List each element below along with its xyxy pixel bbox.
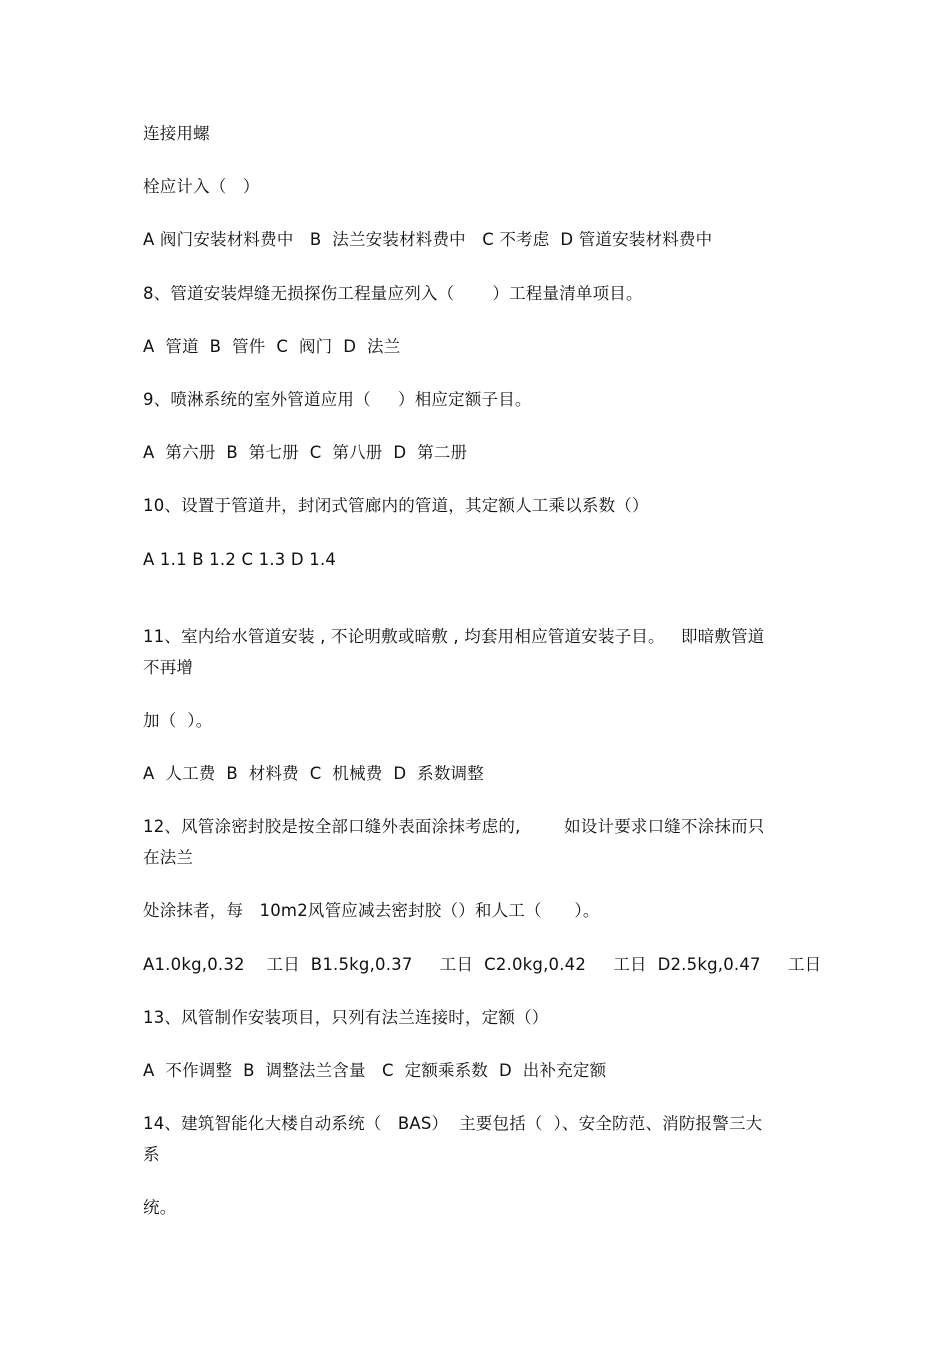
question-12-continued: 处涂抹者，每 10m2风管应减去密封胶（）和人工（ ）。	[143, 901, 600, 920]
text-line: 栓应计入（ ）	[143, 177, 260, 196]
question-9: 9、喷淋系统的室外管道应用（ ）相应定额子目。	[143, 390, 532, 409]
question-11-options: A 人工费 B 材料费 C 机械费 D 系数调整	[143, 764, 484, 783]
question-8-options: A 管道 B 管件 C 阀门 D 法兰	[143, 337, 401, 356]
question-11-continued: 不再增	[143, 658, 194, 677]
question-12-continued: 在法兰	[143, 848, 194, 867]
question-11: 11、室内给水管道安装 , 不论明敷或暗敷 , 均套用相应管道安装子目。 即暗敷管道	[143, 627, 765, 646]
question-10: 10、设置于管道井，封闭式管廊内的管道，其定额人工乘以系数（）	[143, 496, 649, 515]
question-14-continued: 系	[143, 1145, 160, 1164]
question-11-continued: 加（ ）。	[143, 711, 213, 730]
question-14-continued: 统。	[143, 1198, 177, 1217]
question-10-options: A 1.1 B 1.2 C 1.3 D 1.4	[143, 550, 337, 569]
question-13: 13、风管制作安装项目，只列有法兰连接时，定额（）	[143, 1008, 549, 1027]
question-13-options: A 不作调整 B 调整法兰含量 C 定额乘系数 D 出补充定额	[143, 1061, 607, 1080]
question-9-options: A 第六册 B 第七册 C 第八册 D 第二册	[143, 443, 468, 462]
question-7-options: A 阀门安装材料费中 B 法兰安装材料费中 C 不考虑 D 管道安装材料费中	[143, 230, 713, 249]
question-14: 14、建筑智能化大楼自动系统（ BAS） 主要包括（ ）、安全防范、消防报警三大	[143, 1114, 763, 1133]
question-12-options: A1.0kg,0.32 工日 B1.5kg,0.37 工日 C2.0kg,0.42 工日 D2.5kg,0.47 工日	[143, 955, 822, 974]
question-8: 8、管道安装焊缝无损探伤工程量应列入（ ）工程量清单项目。	[143, 284, 643, 303]
question-12: 12、风管涂密封胶是按全部口缝外表面涂抹考虑的, 如设计要求口缝不涂抹而只	[143, 817, 765, 836]
text-line: 连接用螺	[143, 124, 210, 143]
